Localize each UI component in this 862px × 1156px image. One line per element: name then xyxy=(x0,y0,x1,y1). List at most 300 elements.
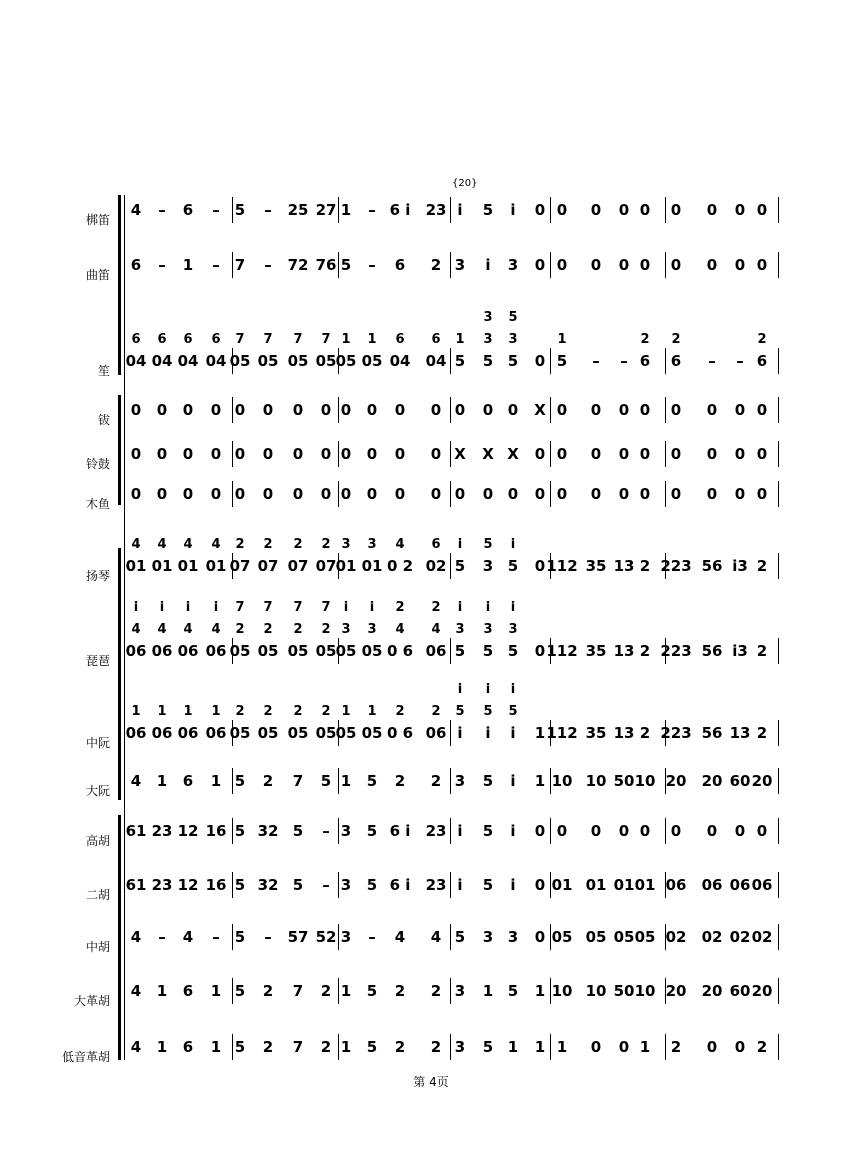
note: – xyxy=(212,256,220,274)
note: 2 xyxy=(639,724,651,742)
instrument-label-daruan: 大阮 xyxy=(85,784,110,798)
note: 0 xyxy=(639,256,651,274)
note: 0 xyxy=(454,401,466,419)
chord-note: 4 xyxy=(157,622,167,637)
instrument-label-dagehu: 大革胡 xyxy=(73,994,110,1008)
instrument-label-pipa: 琵琶 xyxy=(85,654,110,668)
chord-note: i xyxy=(510,537,516,552)
barline xyxy=(338,872,339,898)
note: – xyxy=(592,352,600,370)
note: 05 xyxy=(229,724,251,742)
barline xyxy=(450,441,451,467)
note: 05 xyxy=(257,352,279,370)
note: 0 xyxy=(454,485,466,503)
note: 02 xyxy=(665,928,687,946)
note: 2 xyxy=(262,1038,274,1056)
note: 5 xyxy=(366,1038,378,1056)
note: 1 xyxy=(556,1038,568,1056)
note: 0 xyxy=(590,822,602,840)
chord-note: i xyxy=(510,682,516,697)
note: 1 xyxy=(340,1038,352,1056)
note: 0 xyxy=(670,485,682,503)
instrument-label-qudi: 曲笛 xyxy=(85,268,110,282)
chord-note: 3 xyxy=(483,310,493,325)
note: 3 xyxy=(454,982,466,1000)
note: 6 xyxy=(182,982,194,1000)
barline xyxy=(550,397,551,423)
note: 01 xyxy=(613,876,635,894)
note: – xyxy=(322,822,330,840)
note: 5 xyxy=(507,557,519,575)
note: 05 xyxy=(315,724,337,742)
note: 3 xyxy=(507,256,519,274)
note: 1 xyxy=(340,201,352,219)
barline xyxy=(778,638,779,664)
note: 0 xyxy=(670,822,682,840)
chord-note: 4 xyxy=(157,537,167,552)
note: 1 xyxy=(534,724,546,742)
note: 2 xyxy=(639,557,651,575)
chord-note: 2 xyxy=(235,704,245,719)
note: 35 xyxy=(585,724,607,742)
note: 5 xyxy=(366,772,378,790)
note: 06 xyxy=(205,642,227,660)
note: 0 xyxy=(618,201,630,219)
barline xyxy=(450,553,451,579)
note: i xyxy=(510,822,516,840)
chord-note: 7 xyxy=(293,332,303,347)
barline xyxy=(778,252,779,278)
chord-note: 2 xyxy=(321,622,331,637)
note: 4 xyxy=(130,772,142,790)
note: 56 xyxy=(701,642,723,660)
note: 7 xyxy=(292,1038,304,1056)
chord-note: 1 xyxy=(455,332,465,347)
note: 0 xyxy=(482,401,494,419)
note: i xyxy=(510,876,516,894)
barline xyxy=(450,978,451,1004)
note: – xyxy=(708,352,716,370)
chord-note: i xyxy=(457,600,463,615)
note: 112 xyxy=(546,724,578,742)
note: 5 xyxy=(454,642,466,660)
note: i xyxy=(457,201,463,219)
note: 76 xyxy=(315,256,337,274)
note: 0 xyxy=(534,557,546,575)
note: 0 xyxy=(706,822,718,840)
note: 6 xyxy=(130,256,142,274)
chord-note: 1 xyxy=(131,704,141,719)
barline xyxy=(450,924,451,950)
barline xyxy=(450,348,451,374)
chord-note: i xyxy=(159,600,165,615)
chord-note: 4 xyxy=(131,622,141,637)
note: 6 xyxy=(182,1038,194,1056)
note: 06 xyxy=(665,876,687,894)
note: 0 xyxy=(182,401,194,419)
barline xyxy=(665,441,666,467)
barline xyxy=(550,1034,551,1060)
note: 05 xyxy=(315,642,337,660)
note: 32 xyxy=(257,876,279,894)
barline xyxy=(778,481,779,507)
chord-note: 3 xyxy=(367,537,377,552)
note: 0 xyxy=(534,822,546,840)
note: 05 xyxy=(585,928,607,946)
note: 13 xyxy=(613,724,635,742)
note: 0 xyxy=(706,445,718,463)
chord-note: 7 xyxy=(263,332,273,347)
note: 01 xyxy=(551,876,573,894)
note: 0 xyxy=(706,1038,718,1056)
barline xyxy=(338,924,339,950)
chord-note: 1 xyxy=(367,332,377,347)
chord-note: i xyxy=(457,537,463,552)
note: 0 xyxy=(639,822,651,840)
barline xyxy=(338,397,339,423)
chord-note: 1 xyxy=(183,704,193,719)
chord-note: 4 xyxy=(431,622,441,637)
barline xyxy=(550,818,551,844)
system-line xyxy=(124,195,125,1060)
note: 5 xyxy=(340,256,352,274)
chord-note: 5 xyxy=(508,310,518,325)
note: 0 xyxy=(706,485,718,503)
note: 05 xyxy=(229,642,251,660)
note: 5 xyxy=(234,876,246,894)
note: – xyxy=(736,352,744,370)
note: 223 xyxy=(660,724,692,742)
note: 2 xyxy=(394,982,406,1000)
note: 5 xyxy=(320,772,332,790)
barline xyxy=(778,1034,779,1060)
note: 05 xyxy=(257,642,279,660)
chord-note: 3 xyxy=(367,622,377,637)
note: 2 xyxy=(262,982,274,1000)
note: 05 xyxy=(335,352,357,370)
note: 5 xyxy=(292,822,304,840)
chord-note: 2 xyxy=(395,704,405,719)
note: 0 2 xyxy=(386,557,414,575)
note: 0 xyxy=(234,485,246,503)
barline xyxy=(778,978,779,1004)
note: 3 xyxy=(454,1038,466,1056)
note: 7 xyxy=(292,982,304,1000)
chord-note: 2 xyxy=(431,704,441,719)
note: 01 xyxy=(585,876,607,894)
barline xyxy=(232,441,233,467)
note: 05 xyxy=(335,724,357,742)
chord-note: 1 xyxy=(367,704,377,719)
chord-note: i xyxy=(510,600,516,615)
note: 0 xyxy=(430,445,442,463)
note: 10 xyxy=(585,982,607,1000)
note: 20 xyxy=(701,772,723,790)
note: 0 xyxy=(734,201,746,219)
chord-note: 3 xyxy=(341,622,351,637)
note: i xyxy=(510,724,516,742)
note: 7 xyxy=(292,772,304,790)
chord-note: 1 xyxy=(211,704,221,719)
note: 50 xyxy=(613,772,635,790)
note: 06 xyxy=(729,876,751,894)
note: 0 xyxy=(590,1038,602,1056)
note: 0 xyxy=(534,485,546,503)
barline xyxy=(550,252,551,278)
note: 5 xyxy=(556,352,568,370)
note: 5 xyxy=(234,772,246,790)
note: 0 xyxy=(534,928,546,946)
note: 35 xyxy=(585,557,607,575)
note: 0 xyxy=(639,485,651,503)
note: 0 xyxy=(534,642,546,660)
barline xyxy=(665,348,666,374)
note: 0 xyxy=(670,445,682,463)
note: 04 xyxy=(125,352,147,370)
barline xyxy=(232,252,233,278)
note: 05 xyxy=(287,724,309,742)
note: 0 xyxy=(130,445,142,463)
note: 0 xyxy=(366,485,378,503)
chord-note: 2 xyxy=(640,332,650,347)
note: 23 xyxy=(151,876,173,894)
barline xyxy=(338,481,339,507)
note: 5 xyxy=(234,928,246,946)
note: 2 xyxy=(670,1038,682,1056)
note: 5 xyxy=(234,982,246,1000)
note: – xyxy=(158,201,166,219)
note: 0 xyxy=(756,401,768,419)
chord-note: 2 xyxy=(293,704,303,719)
barline xyxy=(665,252,666,278)
note: – xyxy=(368,201,376,219)
note: 0 xyxy=(556,822,568,840)
chord-note: i xyxy=(485,600,491,615)
note: 0 xyxy=(182,485,194,503)
note: 05 xyxy=(613,928,635,946)
note: 1 xyxy=(340,772,352,790)
note: 0 xyxy=(262,445,274,463)
note: 0 xyxy=(534,352,546,370)
note: 0 xyxy=(756,822,768,840)
note: 6 xyxy=(182,772,194,790)
note: 6 i xyxy=(389,201,411,219)
note: 1 xyxy=(482,982,494,1000)
chord-note: i xyxy=(369,600,375,615)
barline xyxy=(665,397,666,423)
note: 04 xyxy=(177,352,199,370)
note: 5 xyxy=(482,642,494,660)
chord-note: 6 xyxy=(395,332,405,347)
note: 10 xyxy=(585,772,607,790)
note: 5 xyxy=(234,1038,246,1056)
note: 61 xyxy=(125,822,147,840)
note: i xyxy=(485,724,491,742)
barline xyxy=(778,397,779,423)
note: 35 xyxy=(585,642,607,660)
barline xyxy=(338,768,339,794)
note: 20 xyxy=(665,772,687,790)
note: 0 xyxy=(590,485,602,503)
note: 06 xyxy=(751,876,773,894)
instrument-label-bo: 钹 xyxy=(97,413,110,427)
chord-note: 2 xyxy=(431,600,441,615)
chord-note: 6 xyxy=(183,332,193,347)
chord-note: 4 xyxy=(183,537,193,552)
note: 0 xyxy=(590,445,602,463)
note: 12 xyxy=(177,876,199,894)
note: i3 xyxy=(732,642,748,660)
note: 05 xyxy=(361,642,383,660)
note: i xyxy=(485,256,491,274)
bowed-bracket xyxy=(118,815,121,1060)
note: 01 xyxy=(177,557,199,575)
note: 0 xyxy=(210,401,222,419)
chord-note: 2 xyxy=(293,537,303,552)
barline xyxy=(665,197,666,223)
instrument-label-zhongruan: 中阮 xyxy=(85,736,110,750)
chord-note: i xyxy=(213,600,219,615)
note: 1 xyxy=(340,982,352,1000)
note: 0 xyxy=(734,401,746,419)
note: 0 xyxy=(507,401,519,419)
note: 2 xyxy=(430,256,442,274)
note: 1 xyxy=(156,772,168,790)
note: 0 xyxy=(556,256,568,274)
percussion-bracket xyxy=(118,395,121,505)
note: 10 xyxy=(634,772,656,790)
note: 20 xyxy=(665,982,687,1000)
note: 0 xyxy=(292,485,304,503)
note: 5 xyxy=(366,822,378,840)
note: 1 xyxy=(507,1038,519,1056)
note: 01 xyxy=(634,876,656,894)
note: 0 xyxy=(156,485,168,503)
barline xyxy=(450,872,451,898)
note: 10 xyxy=(634,982,656,1000)
note: 27 xyxy=(315,201,337,219)
note: 6 i xyxy=(389,822,411,840)
barline xyxy=(232,1034,233,1060)
chord-note: 4 xyxy=(131,537,141,552)
note: 0 xyxy=(210,485,222,503)
note: 0 xyxy=(556,485,568,503)
instrument-label-zhonghu: 中胡 xyxy=(85,940,110,954)
note: 02 xyxy=(701,928,723,946)
note: – xyxy=(212,201,220,219)
note: 56 xyxy=(701,724,723,742)
note: 12 xyxy=(177,822,199,840)
note: 01 xyxy=(151,557,173,575)
note: 3 xyxy=(340,876,352,894)
note: 01 xyxy=(335,557,357,575)
note: 61 xyxy=(125,876,147,894)
barline xyxy=(232,924,233,950)
note: 112 xyxy=(546,557,578,575)
note: – xyxy=(264,256,272,274)
note: 5 xyxy=(366,876,378,894)
instrument-label-gaohu: 高胡 xyxy=(85,834,110,848)
note: 10 xyxy=(551,982,573,1000)
note: 6 xyxy=(182,201,194,219)
note: 0 xyxy=(618,485,630,503)
note: 01 xyxy=(361,557,383,575)
barline xyxy=(232,978,233,1004)
note: 2 xyxy=(430,982,442,1000)
chord-note: i xyxy=(485,682,491,697)
barline xyxy=(550,441,551,467)
note: 0 xyxy=(340,485,352,503)
chord-note: 2 xyxy=(263,704,273,719)
barline xyxy=(665,481,666,507)
barline xyxy=(450,720,451,746)
note: 1 xyxy=(210,1038,222,1056)
chord-note: 2 xyxy=(235,537,245,552)
note: 05 xyxy=(315,352,337,370)
note: 0 xyxy=(320,401,332,419)
note: – xyxy=(212,928,220,946)
instrument-label-muyu: 木鱼 xyxy=(85,497,110,511)
note: X xyxy=(482,445,494,463)
chord-note: 4 xyxy=(395,622,405,637)
note: 0 xyxy=(340,445,352,463)
note: 5 xyxy=(482,201,494,219)
chord-note: 6 xyxy=(157,332,167,347)
note: 0 xyxy=(734,822,746,840)
note: 1 xyxy=(156,1038,168,1056)
note: 0 xyxy=(234,401,246,419)
note: 16 xyxy=(205,822,227,840)
note: 2 xyxy=(394,1038,406,1056)
note: 05 xyxy=(361,724,383,742)
note: 0 6 xyxy=(386,642,414,660)
barline xyxy=(778,768,779,794)
note: 5 xyxy=(507,642,519,660)
barline xyxy=(778,872,779,898)
note: 07 xyxy=(287,557,309,575)
note: 16 xyxy=(205,876,227,894)
note: 0 xyxy=(756,445,768,463)
note: 5 xyxy=(234,201,246,219)
note: 0 xyxy=(534,445,546,463)
plucked-bracket xyxy=(118,548,121,800)
note: 04 xyxy=(205,352,227,370)
instrument-label-yangqin: 扬琴 xyxy=(85,569,110,583)
note: 2 xyxy=(639,642,651,660)
chord-note: 7 xyxy=(235,332,245,347)
note: 2 xyxy=(320,1038,332,1056)
note: 0 xyxy=(394,401,406,419)
note: 1 xyxy=(534,772,546,790)
note: 0 xyxy=(534,876,546,894)
note: 0 xyxy=(590,201,602,219)
note: 5 xyxy=(482,876,494,894)
note: 05 xyxy=(287,642,309,660)
note: 0 xyxy=(366,445,378,463)
note: 06 xyxy=(125,642,147,660)
note: 3 xyxy=(454,772,466,790)
note: 06 xyxy=(151,724,173,742)
chord-note: 4 xyxy=(395,537,405,552)
chord-note: 2 xyxy=(263,622,273,637)
note: 07 xyxy=(315,557,337,575)
chord-note: i xyxy=(343,600,349,615)
chord-note: i xyxy=(133,600,139,615)
chord-note: 4 xyxy=(211,537,221,552)
barline xyxy=(232,818,233,844)
note: 6 xyxy=(756,352,768,370)
note: i3 xyxy=(732,557,748,575)
